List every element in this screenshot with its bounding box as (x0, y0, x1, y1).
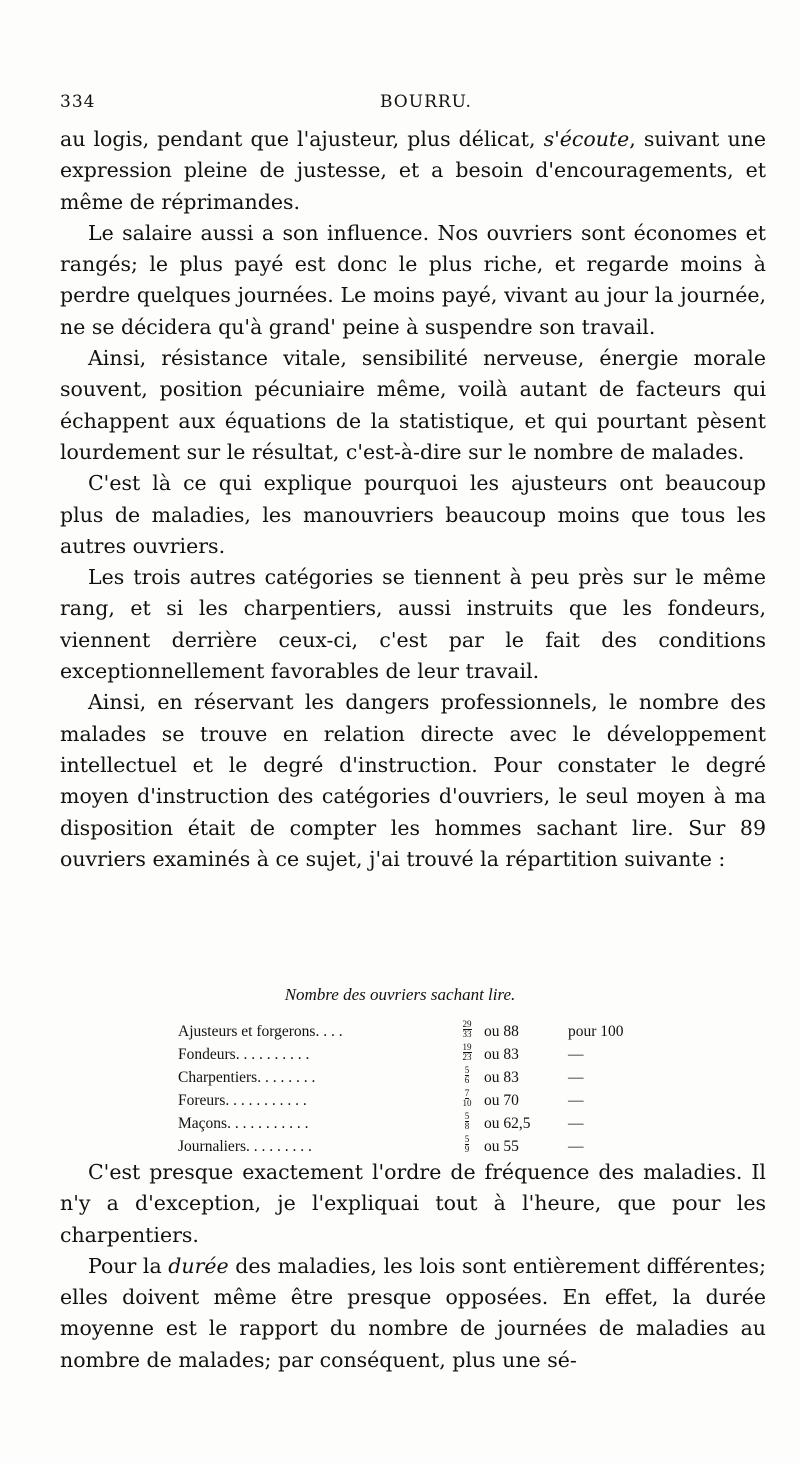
fraction-denominator: 8 (464, 1121, 470, 1131)
per-hundred: — (568, 1115, 584, 1132)
category-name: Foreurs. . . . . . . . . . . (178, 1092, 307, 1109)
text-run: au logis, pendant que l'ajusteur, plus délicat, (60, 127, 544, 151)
table-row (0, 1042, 800, 1069)
table-row (0, 1088, 800, 1115)
fraction (460, 1135, 474, 1154)
page-header (60, 92, 765, 116)
paragraph (60, 687, 766, 875)
fraction-denominator: 9 (464, 1144, 470, 1154)
text-run: , suivant une expression pleine de justesse, et a besoin d'encouragements, et même de réprimandes. (60, 127, 766, 214)
paragraph (60, 562, 766, 687)
category-name: Maçons. . . . . . . . . . . (178, 1115, 309, 1132)
category-name: Ajusteurs et forgerons. . . . (178, 1023, 343, 1040)
category-name: Fondeurs. . . . . . . . . . (178, 1046, 310, 1063)
percent-value: ou 83 (484, 1069, 519, 1086)
fraction-numerator: 29 (462, 1019, 472, 1029)
body-text-top (60, 124, 766, 875)
fraction-numerator: 19 (462, 1042, 472, 1052)
fraction-denominator: 33 (462, 1029, 472, 1039)
table-caption: Nombre des ouvriers sachant lire. (284, 985, 516, 1004)
per-hundred: — (568, 1092, 584, 1109)
text-run: C'est presque exactement l'ordre de fréquence des maladies. Il n'y a d'exception, je l'expliquai tout à l'heure, que pour les charpentiers. (60, 1160, 766, 1247)
per-hundred: — (568, 1138, 584, 1155)
category-name: Charpentiers. . . . . . . . (178, 1069, 316, 1086)
text-run: Le salaire aussi a son influence. Nos ouvriers sont économes et rangés; le plus payé est donc le plus riche, et regarde moins à perdre quelques journées. Le moins payé, vivant au jour la journée, ne se décidera qu'à grand' peine à suspendre son travail. (60, 220, 766, 339)
page-number: 334 (60, 92, 96, 112)
fraction-denominator: 23 (462, 1052, 472, 1062)
per-hundred: pour 100 (568, 1023, 624, 1040)
table-rows (0, 1019, 800, 1161)
text-run: Pour la (88, 1253, 169, 1278)
percent-value: ou 55 (484, 1138, 519, 1155)
percent-value: ou 70 (484, 1092, 519, 1109)
percent-value: ou 88 (484, 1023, 519, 1040)
percent-value: ou 83 (484, 1046, 519, 1063)
table-row (0, 1065, 800, 1092)
fraction-numerator: 7 (464, 1088, 470, 1098)
italic-text: durée (168, 1253, 229, 1278)
text-run: des maladies, les lois sont entièrement différentes; elles doivent même être presque opposées. En effet, la durée moyenne est le rapport du nombre de journées de maladies au nombre de malades; par conséquent, plus une sé- (60, 1253, 766, 1372)
fraction (460, 1020, 474, 1039)
running-head: BOURRU. (380, 92, 472, 112)
paragraph (60, 468, 766, 562)
paragraph (60, 343, 766, 468)
table-row (0, 1111, 800, 1138)
per-hundred: — (568, 1046, 584, 1063)
text-run: Ainsi, résistance vitale, sensibilité nerveuse, énergie morale souvent, position pécuniaire même, voilà autant de facteurs qui échappent aux équations de la statistique, et qui pourtant pèsent lourdement sur le résultat, c'est-à-dire sur le nombre de malades. (60, 346, 766, 464)
fraction-denominator: 10 (462, 1098, 472, 1108)
paragraph (60, 1251, 766, 1376)
fraction (460, 1112, 474, 1131)
fraction-numerator: 5 (464, 1111, 470, 1121)
text-run: Ainsi, en réservant les dangers professionnels, le nombre des malades se trouve en relation directe avec le développement intellectuel et le degré d'instruction. Pour constater le degré moyen d'instruction des catégories d'ouvriers, le seul moyen à ma disposition était de compter les hommes sachant lire. Sur 89 ouvriers examinés à ce sujet, j'ai trouvé la répartition suivante : (60, 690, 766, 871)
paragraph (60, 1157, 766, 1251)
table-row (0, 1019, 800, 1046)
text-run: Les trois autres catégories se tiennent à peu près sur le même rang, et si les charpentiers, aussi instruits que les fondeurs, viennent derrière ceux-ci, c'est par le fait des conditions exceptionnellement favorables de leur travail. (60, 565, 766, 684)
text-run: C'est là ce qui explique pourquoi les ajusteurs ont beaucoup plus de maladies, les manouvriers beaucoup moins que tous les autres ouvriers. (60, 471, 766, 558)
category-name: Journaliers. . . . . . . . . (178, 1138, 312, 1155)
percent-value: ou 62,5 (484, 1115, 531, 1132)
literacy-table (0, 985, 800, 1161)
fraction (460, 1066, 474, 1085)
fraction (460, 1089, 474, 1108)
paragraph (60, 124, 766, 218)
italic-text: s'écoute (543, 127, 630, 151)
fraction-numerator: 5 (464, 1134, 470, 1144)
fraction (460, 1043, 474, 1062)
per-hundred: — (568, 1069, 584, 1086)
fraction-numerator: 5 (464, 1065, 470, 1075)
body-text-bottom (60, 1157, 766, 1376)
fraction-denominator: 6 (464, 1075, 470, 1085)
paragraph (60, 218, 766, 343)
